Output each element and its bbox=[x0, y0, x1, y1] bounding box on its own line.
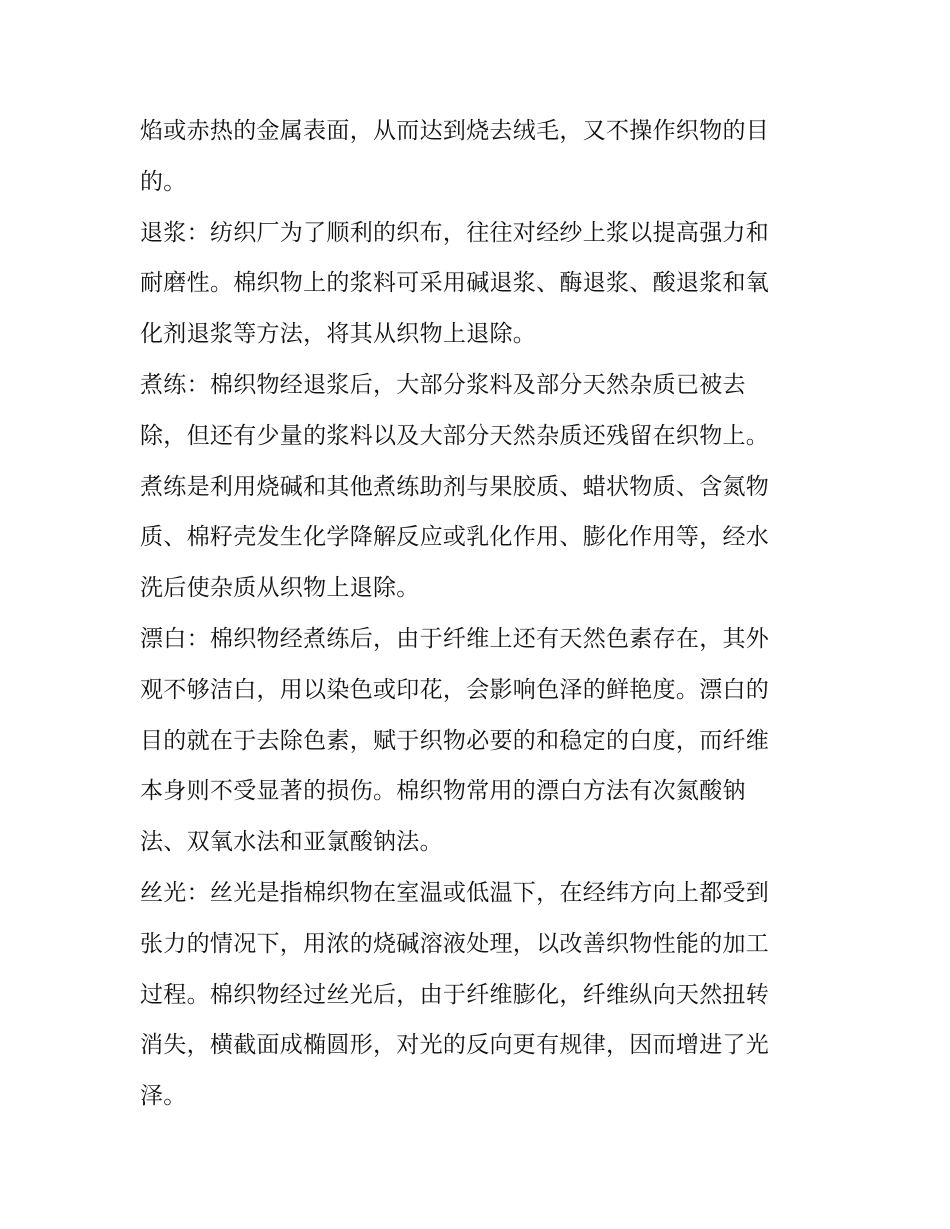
text-line: 化剂退浆等方法，将其从织物上退除。 bbox=[140, 321, 537, 348]
text-line: 目的就在于去除色素，赋于织物必要的和稳定的白度，而纤维 bbox=[140, 727, 770, 754]
text-line: 退浆：纺织厂为了顺利的织布，往往对经纱上浆以提高强力和 bbox=[140, 219, 770, 246]
text-line: 张力的情况下，用浓的烧碱溶液处理，以改善织物性能的加工 bbox=[140, 930, 770, 957]
text-line: 法、双氧水法和亚氯酸钠法。 bbox=[140, 829, 443, 856]
text-line: 煮练：棉织物经退浆后，大部分浆料及部分天然杂质已被去 bbox=[140, 371, 746, 398]
text-line: 泽。 bbox=[140, 1083, 187, 1110]
document-body bbox=[140, 106, 814, 1122]
text-line: 质、棉籽壳发生化学降解反应或乳化作用、膨化作用等，经水 bbox=[140, 524, 770, 551]
text-line: 除，但还有少量的浆料以及大部分天然杂质还残留在织物上。 bbox=[140, 422, 770, 449]
text-line: 漂白：棉织物经煮练后，由于纤维上还有天然色素存在，其外 bbox=[140, 625, 770, 652]
text-line: 洗后使杂质从织物上退除。 bbox=[140, 575, 420, 602]
text-line: 耐磨性。棉织物上的浆料可采用碱退浆、酶退浆、酸退浆和氧 bbox=[140, 270, 770, 297]
text-line: 消失，横截面成椭圆形，对光的反向更有规律，因而增进了光 bbox=[140, 1032, 770, 1059]
text-line: 过程。棉织物经过丝光后，由于纤维膨化，纤维纵向天然扭转 bbox=[140, 981, 770, 1008]
text-line: 的。 bbox=[140, 168, 187, 195]
text-line: 煮练是利用烧碱和其他煮练助剂与果胶质、蜡状物质、含氮物 bbox=[140, 473, 770, 500]
text-line: 观不够洁白，用以染色或印花，会影响色泽的鲜艳度。漂白的 bbox=[140, 676, 770, 703]
text-line: 焰或赤热的金属表面，从而达到烧去绒毛，又不操作织物的目 bbox=[140, 118, 770, 144]
text-line: 本身则不受显著的损伤。棉织物常用的漂白方法有次氮酸钠 bbox=[140, 778, 746, 805]
text-line: 丝光：丝光是指棉织物在室温或低温下，在经纬方向上都受到 bbox=[140, 879, 770, 906]
